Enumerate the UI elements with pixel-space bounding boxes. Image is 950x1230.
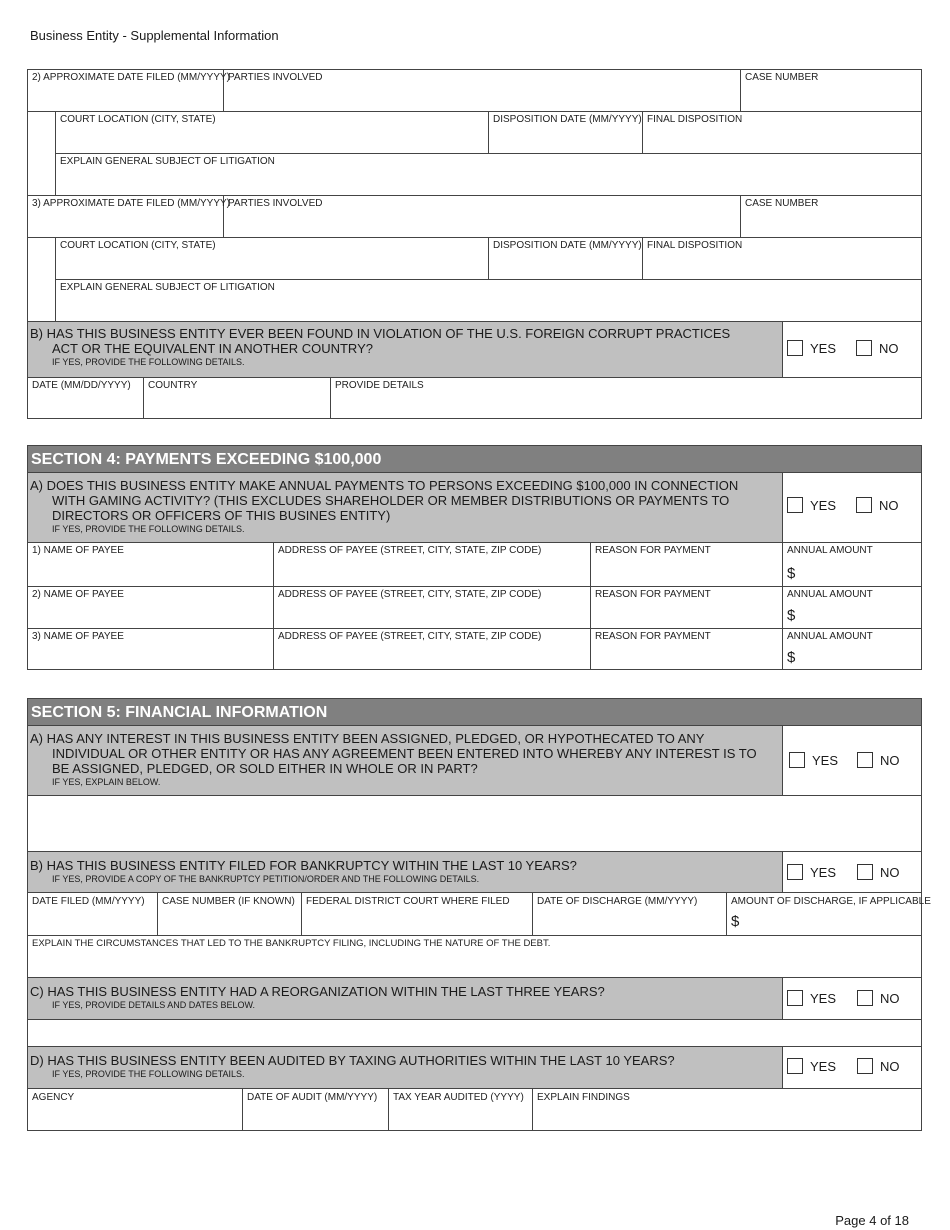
bankruptcy-question xyxy=(28,852,782,892)
audit-question xyxy=(28,1047,782,1088)
divider xyxy=(726,892,727,935)
divider xyxy=(782,1046,783,1088)
checkbox-icon[interactable] xyxy=(857,752,873,768)
divider xyxy=(273,542,274,670)
divider xyxy=(27,1088,922,1089)
checkbox-icon[interactable] xyxy=(857,864,873,880)
bankruptcy-date-filed-label: DATE FILED (MM/YYYY) xyxy=(32,896,145,907)
fcpa-no-option[interactable] xyxy=(856,340,899,356)
no-label: NO xyxy=(880,1058,900,1074)
payment-reason-label: REASON FOR PAYMENT xyxy=(595,545,711,556)
annual-amount-label: ANNUAL AMOUNT xyxy=(787,631,873,642)
discharge-amount-label: AMOUNT OF DISCHARGE, IF APPLICABLE xyxy=(731,896,931,907)
divider xyxy=(740,195,741,237)
payee-name-label: 1) NAME OF PAYEE xyxy=(32,545,124,556)
parties-involved-label: PARTIES INVOLVED xyxy=(228,198,323,209)
divider xyxy=(642,237,643,279)
payments-yes-option[interactable] xyxy=(787,497,836,513)
question-text: A) DOES THIS BUSINESS ENTITY MAKE ANNUAL PAYMENTS TO PERSONS EXCEEDING $100,000 IN CONNECTION WITH GAMING ACTIVITY? (THIS EXCLUDES SHAREHOLDER OR MEMBER DISTRIBUTIONS OR PAYMENTS TO DIRECTORS OR OFFICERS OF THIS BUSINES ENTITY) xyxy=(30,478,739,523)
parties-involved-label: PARTIES INVOLVED xyxy=(228,72,323,83)
divider xyxy=(27,111,922,112)
disposition-date-label: DISPOSITION DATE (MM/YYYY) xyxy=(493,240,642,251)
currency-symbol: $ xyxy=(731,913,740,930)
divider xyxy=(782,472,783,670)
divider xyxy=(488,237,489,279)
audit-findings-label: EXPLAIN FINDINGS xyxy=(537,1092,630,1103)
checkbox-icon[interactable] xyxy=(857,1058,873,1074)
audit-no-option[interactable] xyxy=(857,1058,900,1074)
bankruptcy-explain-label: EXPLAIN THE CIRCUMSTANCES THAT LED TO THE BANKRUPTCY FILING, INCLUDING THE NATURE OF THE DEBT. xyxy=(32,938,551,949)
divider xyxy=(782,725,783,795)
interest-explanation-field[interactable] xyxy=(28,796,921,851)
reorganization-no-option[interactable] xyxy=(857,990,900,1006)
divider xyxy=(330,377,331,419)
bankruptcy-no-option[interactable] xyxy=(857,864,900,880)
payments-no-option[interactable] xyxy=(856,497,899,513)
divider xyxy=(55,279,922,280)
divider xyxy=(301,892,302,935)
interest-yes-option[interactable] xyxy=(789,752,838,768)
audit-date-label: DATE OF AUDIT (MM/YYYY) xyxy=(247,1092,378,1103)
question-instruction: IF YES, PROVIDE THE FOLLOWING DETAILS. xyxy=(52,524,245,534)
divider xyxy=(782,977,783,1019)
checkbox-icon[interactable] xyxy=(857,990,873,1006)
fcpa-yes-option[interactable] xyxy=(787,340,836,356)
checkbox-icon[interactable] xyxy=(789,752,805,768)
payee-name-label: 2) NAME OF PAYEE xyxy=(32,589,124,600)
currency-symbol: $ xyxy=(787,607,796,624)
question-instruction: IF YES, PROVIDE THE FOLLOWING DETAILS. xyxy=(52,357,245,367)
no-label: NO xyxy=(880,990,900,1006)
question-instruction: IF YES, PROVIDE A COPY OF THE BANKRUPTCY PETITION/ORDER AND THE FOLLOWING DETAILS. xyxy=(52,874,480,884)
no-label: NO xyxy=(879,340,899,356)
checkbox-icon[interactable] xyxy=(787,340,803,356)
divider xyxy=(27,195,922,196)
reorganization-details-field[interactable] xyxy=(28,1020,921,1045)
divider xyxy=(27,892,922,893)
reorganization-question xyxy=(28,978,782,1019)
checkbox-icon[interactable] xyxy=(856,340,872,356)
litigation-subject-label: EXPLAIN GENERAL SUBJECT OF LITIGATION xyxy=(60,156,275,167)
court-location-label: COURT LOCATION (CITY, STATE) xyxy=(60,240,216,251)
yes-label: YES xyxy=(810,497,837,513)
interest-no-option[interactable] xyxy=(857,752,900,768)
payee-address-label: ADDRESS OF PAYEE (STREET, CITY, STATE, ZIP CODE) xyxy=(278,631,542,642)
date-filed-label: 3) APPROXIMATE DATE FILED (MM/YYYY) xyxy=(32,198,230,209)
divider xyxy=(782,321,783,377)
checkbox-icon[interactable] xyxy=(787,864,803,880)
fcpa-details-label: PROVIDE DETAILS xyxy=(335,380,424,391)
question-text: B) HAS THIS BUSINESS ENTITY FILED FOR BANKRUPTCY WITHIN THE LAST 10 YEARS? xyxy=(30,858,577,873)
payee-name-label: 3) NAME OF PAYEE xyxy=(32,631,124,642)
checkbox-icon[interactable] xyxy=(856,497,872,513)
divider xyxy=(782,851,783,892)
reorganization-yes-option[interactable] xyxy=(787,990,836,1006)
annual-amount-label: ANNUAL AMOUNT xyxy=(787,589,873,600)
yes-label: YES xyxy=(810,340,837,356)
section4-header: SECTION 4: PAYMENTS EXCEEDING $100,000 xyxy=(28,446,921,472)
divider xyxy=(143,377,144,419)
fcpa-question xyxy=(28,322,782,377)
divider xyxy=(55,237,56,321)
fcpa-country-label: COUNTRY xyxy=(148,380,198,391)
question-instruction: IF YES, PROVIDE THE FOLLOWING DETAILS. xyxy=(52,1069,245,1079)
divider xyxy=(27,237,922,238)
divider xyxy=(488,111,489,153)
case-number-label: CASE NUMBER xyxy=(745,72,819,83)
question-text: B) HAS THIS BUSINESS ENTITY EVER BEEN FOUND IN VIOLATION OF THE U.S. FOREIGN CORRUPT PRACTICES ACT OR THE EQUIVALENT IN ANOTHER COUNTRY? xyxy=(30,326,731,356)
payee-address-label: ADDRESS OF PAYEE (STREET, CITY, STATE, ZIP CODE) xyxy=(278,545,542,556)
payments-question xyxy=(28,473,782,542)
payee-address-label: ADDRESS OF PAYEE (STREET, CITY, STATE, ZIP CODE) xyxy=(278,589,542,600)
yes-label: YES xyxy=(810,864,837,880)
page-title: Business Entity - Supplemental Information xyxy=(30,28,279,43)
no-label: NO xyxy=(879,497,899,513)
divider xyxy=(27,542,922,543)
page-number: Page 4 of 18 xyxy=(835,1213,909,1228)
checkbox-icon[interactable] xyxy=(787,497,803,513)
final-disposition-label: FINAL DISPOSITION xyxy=(647,114,743,125)
payment-reason-label: REASON FOR PAYMENT xyxy=(595,589,711,600)
date-filed-label: 2) APPROXIMATE DATE FILED (MM/YYYY) xyxy=(32,72,230,83)
divider xyxy=(157,892,158,935)
audit-agency-label: AGENCY xyxy=(32,1092,75,1103)
case-number-label: CASE NUMBER xyxy=(745,198,819,209)
checkbox-icon[interactable] xyxy=(787,990,803,1006)
yes-label: YES xyxy=(810,990,837,1006)
divider xyxy=(55,111,56,195)
bankruptcy-court-label: FEDERAL DISTRICT COURT WHERE FILED xyxy=(306,896,510,907)
no-label: NO xyxy=(880,752,900,768)
litigation-subject-label: EXPLAIN GENERAL SUBJECT OF LITIGATION xyxy=(60,282,275,293)
divider xyxy=(388,1088,389,1131)
court-location-label: COURT LOCATION (CITY, STATE) xyxy=(60,114,216,125)
divider xyxy=(27,935,922,936)
tax-year-label: TAX YEAR AUDITED (YYYY) xyxy=(393,1092,524,1103)
divider xyxy=(532,1088,533,1131)
divider xyxy=(27,628,922,629)
final-disposition-label: FINAL DISPOSITION xyxy=(647,240,743,251)
divider xyxy=(642,111,643,153)
yes-label: YES xyxy=(812,752,839,768)
yes-label: YES xyxy=(810,1058,837,1074)
question-text: A) HAS ANY INTEREST IN THIS BUSINESS ENTITY BEEN ASSIGNED, PLEDGED, OR HYPOTHECATED TO ANY INDIVIDUAL OR OTHER ENTITY OR HAS ANY AGREEMENT BEEN ENTERED INTO WHEREBY ANY INTEREST IS TO BE ASSIGNED, PLEDGED, OR SOLD EITHER IN WHOLE OR IN PART? xyxy=(30,731,757,776)
question-text: D) HAS THIS BUSINESS ENTITY BEEN AUDITED BY TAXING AUTHORITIES WITHIN THE LAST 10 YEARS? xyxy=(30,1053,675,1068)
divider xyxy=(27,586,922,587)
payment-reason-label: REASON FOR PAYMENT xyxy=(595,631,711,642)
fcpa-date-label: DATE (MM/DD/YYYY) xyxy=(32,380,131,391)
divider xyxy=(27,377,922,378)
audit-yes-option[interactable] xyxy=(787,1058,836,1074)
checkbox-icon[interactable] xyxy=(787,1058,803,1074)
divider xyxy=(590,542,591,670)
interest-assigned-question xyxy=(28,726,782,795)
divider xyxy=(55,153,922,154)
question-text: C) HAS THIS BUSINESS ENTITY HAD A REORGANIZATION WITHIN THE LAST THREE YEARS? xyxy=(30,984,605,999)
divider xyxy=(532,892,533,935)
disposition-date-label: DISPOSITION DATE (MM/YYYY) xyxy=(493,114,642,125)
divider xyxy=(740,69,741,111)
section5-header: SECTION 5: FINANCIAL INFORMATION xyxy=(28,699,921,725)
bankruptcy-case-number-label: CASE NUMBER (IF KNOWN) xyxy=(162,896,295,907)
question-instruction: IF YES, PROVIDE DETAILS AND DATES BELOW. xyxy=(52,1000,256,1010)
divider xyxy=(242,1088,243,1131)
no-label: NO xyxy=(880,864,900,880)
question-instruction: IF YES, EXPLAIN BELOW. xyxy=(52,777,161,787)
currency-symbol: $ xyxy=(787,649,796,666)
bankruptcy-yes-option[interactable] xyxy=(787,864,836,880)
currency-symbol: $ xyxy=(787,565,796,582)
annual-amount-label: ANNUAL AMOUNT xyxy=(787,545,873,556)
discharge-date-label: DATE OF DISCHARGE (MM/YYYY) xyxy=(537,896,698,907)
